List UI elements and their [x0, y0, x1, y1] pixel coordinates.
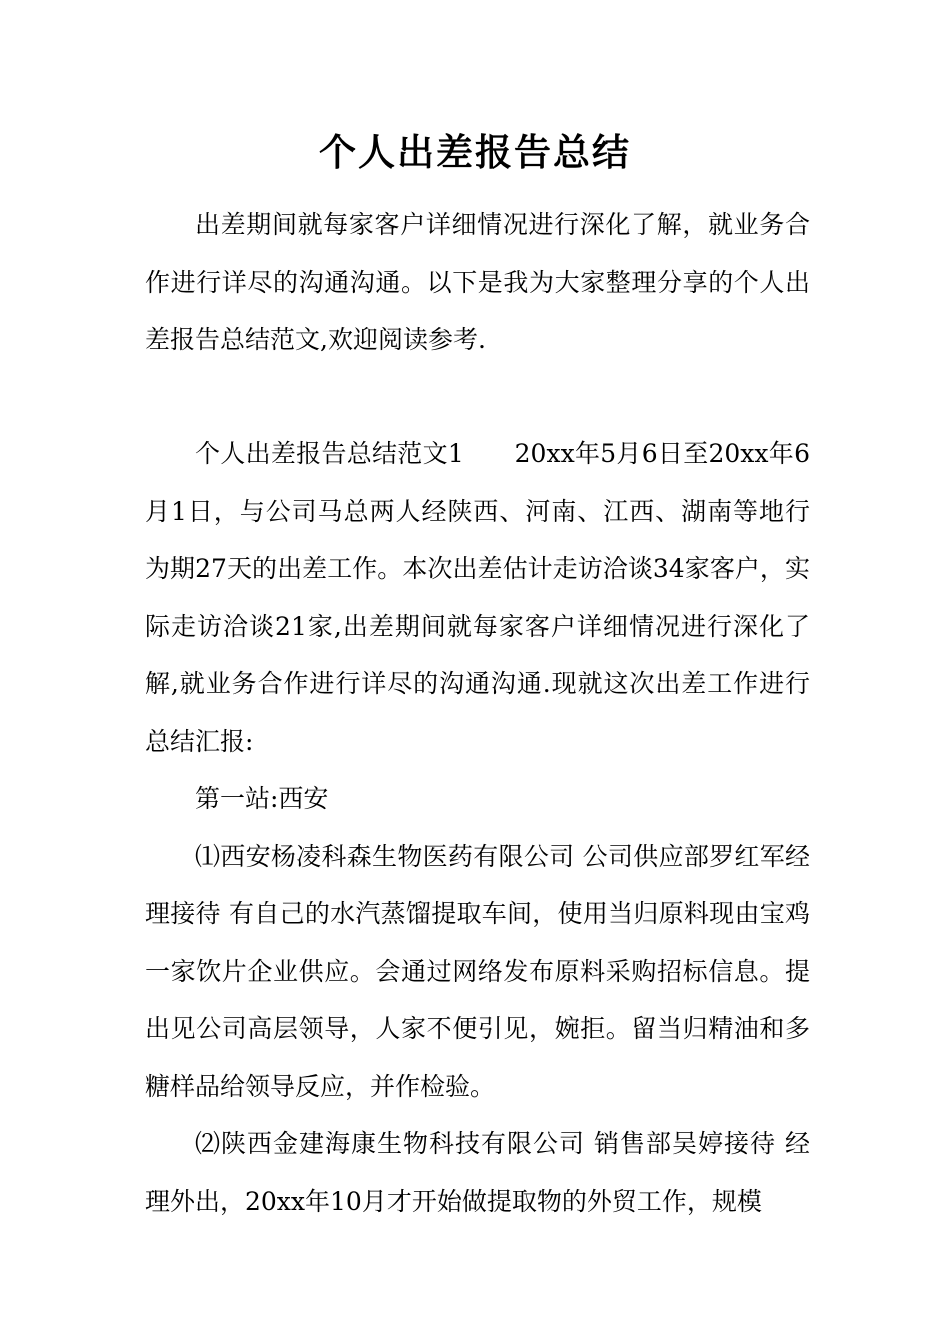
document-title: 个人出差报告总结	[319, 130, 631, 174]
intro-section	[145, 196, 810, 369]
paragraph-overview: 个人出差报告总结范文1 20xx年5月6日至20xx年6月1日，与公司马总两人经陕西、河南、江西、湖南等地行为期27天的出差工作。本次出差估计走访洽谈34家客户，实际走访洽谈21家,出差期间就每家客户详细情况进行深化了解,就业务合作进行详尽的沟通沟通.现就这次出差工作进行总结汇报:	[145, 439, 810, 756]
paragraph-stop-heading: 第一站:西安	[195, 784, 329, 813]
paragraph-client-2: ⑵陕西金建海康生物科技有限公司 销售部吴婷接待 经理外出，20xx年10月才开始做提取物的外贸工作，规模	[145, 1129, 810, 1216]
intro-paragraph: 出差期间就每家客户详细情况进行深化了解，就业务合作进行详尽的沟通沟通。以下是我为大家整理分享的个人出差报告总结范文,欢迎阅读参考.	[145, 210, 810, 354]
report-body	[145, 425, 810, 1230]
paragraph-client-1: ⑴西安杨凌科森生物医药有限公司 公司供应部罗红军经理接待 有自己的水汽蒸馏提取车间，使用当归原料现由宝鸡一家饮片企业供应。会通过网络发布原料采购招标信息。提出见公司高层领导，人家不便引见，婉拒。留当归精油和多糖样品给领导反应，并作检验。	[145, 841, 810, 1101]
